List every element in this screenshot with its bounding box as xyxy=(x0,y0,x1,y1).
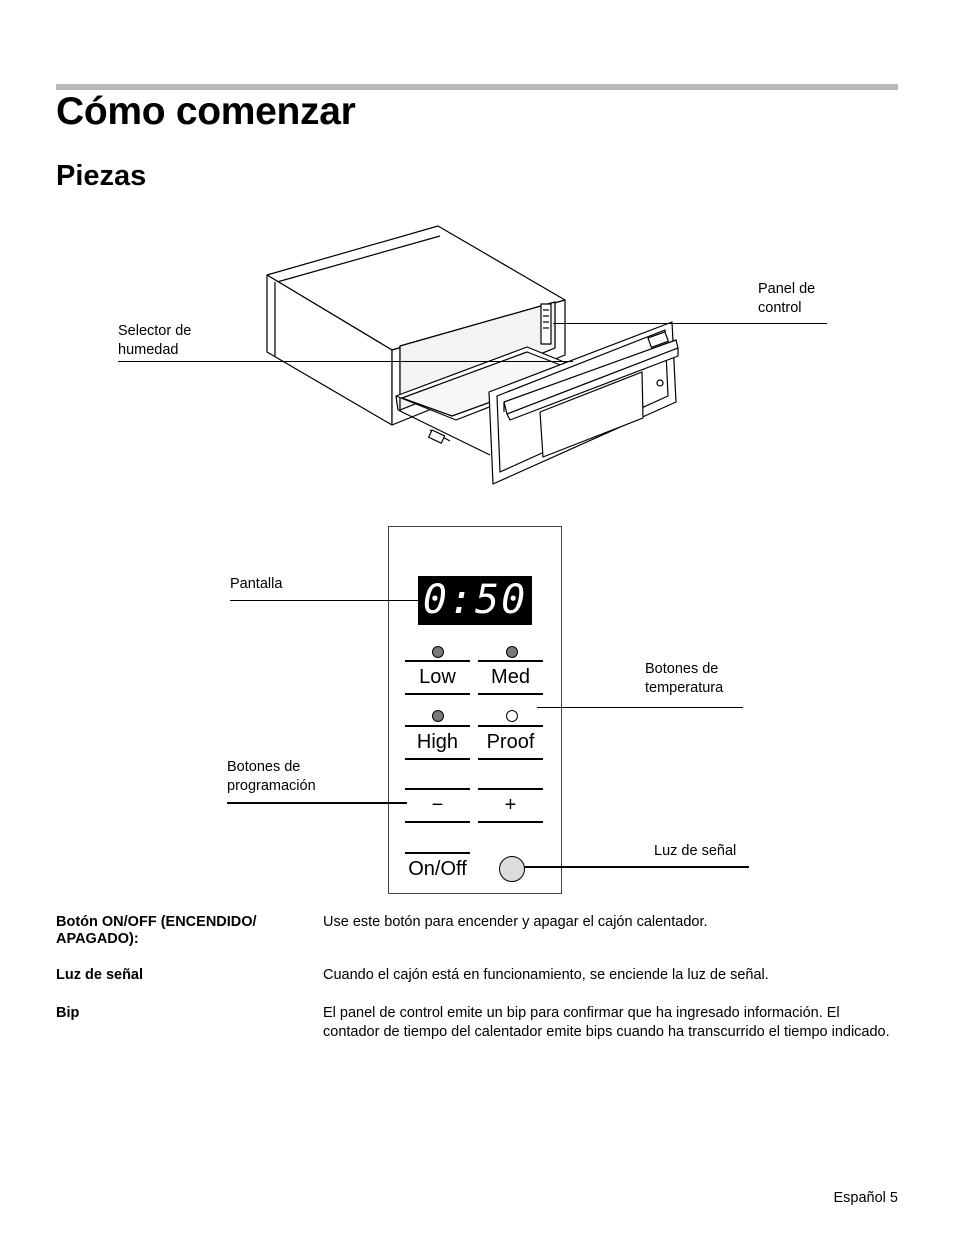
page-footer: Español 5 xyxy=(833,1190,898,1206)
led-high-indicator xyxy=(432,710,444,722)
on-off-button[interactable]: On/Off xyxy=(405,852,470,885)
desc-onoff: Use este botón para encender y apagar el cajón calentador. xyxy=(323,914,708,930)
desc-signal-light: Cuando el cajón está en funcionamiento, se enciende la luz de señal. xyxy=(323,967,769,983)
led-low-indicator xyxy=(432,646,444,658)
callout-humidity-selector: Selector de humedad xyxy=(118,323,192,358)
low-button[interactable]: Low xyxy=(405,660,470,695)
callout-line-temperature xyxy=(537,707,743,708)
callout-line-programming xyxy=(227,802,407,804)
callout-programming-buttons: Botones de programación xyxy=(227,759,316,794)
proof-button[interactable]: Proof xyxy=(478,725,543,760)
callout-line-humidity xyxy=(118,361,573,362)
desc-beep: El panel de control emite un bip para confirmar que ha ingresado información. El contador de tiempo del calentador emite bips cuando ha transcurrido el tiempo indicado. xyxy=(323,1005,890,1040)
callout-display: Pantalla xyxy=(230,576,283,592)
callout-temperature-buttons: Botones de temperatura xyxy=(645,661,724,696)
timer-display: 0:50 xyxy=(418,576,532,625)
callout-signal-light: Luz de señal xyxy=(654,843,737,859)
control-panel-illustration xyxy=(388,526,562,894)
term-signal-light: Luz de señal xyxy=(56,967,144,983)
signal-light-indicator xyxy=(499,856,525,882)
med-button[interactable]: Med xyxy=(478,660,543,695)
led-med-indicator xyxy=(506,646,518,658)
warming-drawer-illustration xyxy=(0,0,954,520)
term-onoff: Botón ON/OFF (ENCENDIDO/ APAGADO): xyxy=(56,914,257,947)
callout-line-control-panel xyxy=(553,323,827,324)
led-proof-indicator xyxy=(506,710,518,722)
callout-line-display xyxy=(230,600,418,601)
high-button[interactable]: High xyxy=(405,725,470,760)
minus-button[interactable]: − xyxy=(405,788,470,823)
plus-button[interactable]: + xyxy=(478,788,543,823)
section-title: Piezas xyxy=(56,160,147,192)
callout-control-panel: Panel de control xyxy=(758,281,816,316)
term-beep: Bip xyxy=(56,1005,80,1021)
callout-line-signal xyxy=(524,866,749,868)
page-title: Cómo comenzar xyxy=(56,90,356,133)
